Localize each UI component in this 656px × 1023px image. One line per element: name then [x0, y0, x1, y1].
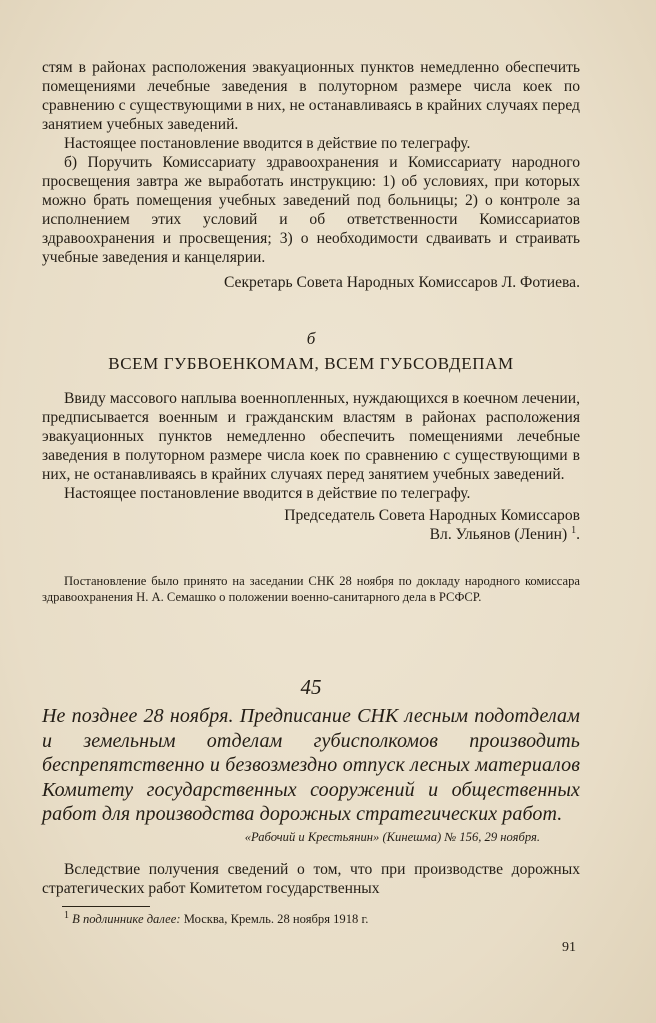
page-number: 91 [562, 940, 576, 955]
section-letter: б [306, 329, 316, 348]
footnote-italic: В подлиннике далее: [72, 912, 181, 926]
signature-name: Вл. Ульянов (Ленин) $^1$. [429, 524, 580, 543]
paragraph: Вследствие получения сведений о том, что при производстве дорожных стратегических работ Комитетом государственных [42, 861, 580, 897]
section-heading: ВСЕМ ГУБВОЕНКОМАМ, ВСЕМ ГУБСОВДЕПАМ [108, 354, 514, 373]
note-text: Постановление было принято на заседании СНК 28 ноября по докладу народного комиссара здравоохранения Н. А. Семашко о положении военно-санитарного дела в РСФСР. [42, 574, 580, 604]
signature-name-text: Вл. Ульянов (Ленин) [429, 526, 568, 543]
upper-text-block [42, 58, 580, 292]
source-citation: «Рабочий и Крестьянин» (Кинешма) № 156, 29 ноября. [244, 830, 540, 844]
signature-title: Председатель Совета Народных Комиссаров [284, 507, 580, 524]
footnote-divider [62, 906, 150, 907]
document-title: Не позднее 28 ноября. Предписание СНК лесным подотделам и земельным отделам губисполкомов производить беспрепятственно и безвозмездно отпуск лесных материалов Комитету государственных сооружений и общественных работ для производства дорожных стратегических работ. [42, 705, 580, 825]
signature: Секретарь Совета Народных Комиссаров Л. Фотиева. [223, 274, 580, 291]
paragraph: стям в районах расположения эвакуационных пунктов немедленно обеспечить помещениями лечебные заведения в полуторном размере числа коек по сравнению с существующими в них, не останавливаясь в крайних случаях перед занятием учебных заведений. [42, 59, 580, 133]
footnote-text [64, 909, 564, 927]
footnote [64, 909, 564, 927]
document-title-block [42, 704, 580, 827]
footnote-body: Москва, Кремль. 28 ноября 1918 г. [183, 912, 369, 926]
paragraph: б) Поручить Комиссариату здравоохранения и Комиссариату народного просвещения завтра же выработать инструкцию: 1) об условиях, при которых можно брать помещения учебных заведений под больницы; 2) о контроле за исполнением этих условий и об ответственности Комиссариатов здравоохранения и просвещения; 3) о необходимости сдваивать и страивать учебные заведения и канцелярии. [42, 154, 580, 266]
paragraph: Настоящее постановление вводится в действие по телеграфу. [64, 485, 471, 502]
doc45-text [42, 860, 580, 898]
footnote-marker: 1 [64, 909, 69, 921]
section-b-text [42, 389, 580, 544]
editorial-note [42, 574, 580, 605]
footnote-marker: 1 [571, 524, 577, 536]
paragraph: Ввиду массового наплыва военнопленных, нуждающихся в коечном лечении, предписывается военным и гражданским властям в районах расположения эвакуационных пунктов немедленно обеспечить помещениями лечебные заведения в полуторном размере числа коек по сравнению с существующими в них, не останавливаясь в крайних случаях перед занятием учебных заведений. [42, 390, 580, 483]
source-block [42, 830, 580, 845]
document-number: 45 [300, 675, 322, 699]
paragraph: Настоящее постановление вводится в действие по телеграфу. [64, 135, 471, 152]
